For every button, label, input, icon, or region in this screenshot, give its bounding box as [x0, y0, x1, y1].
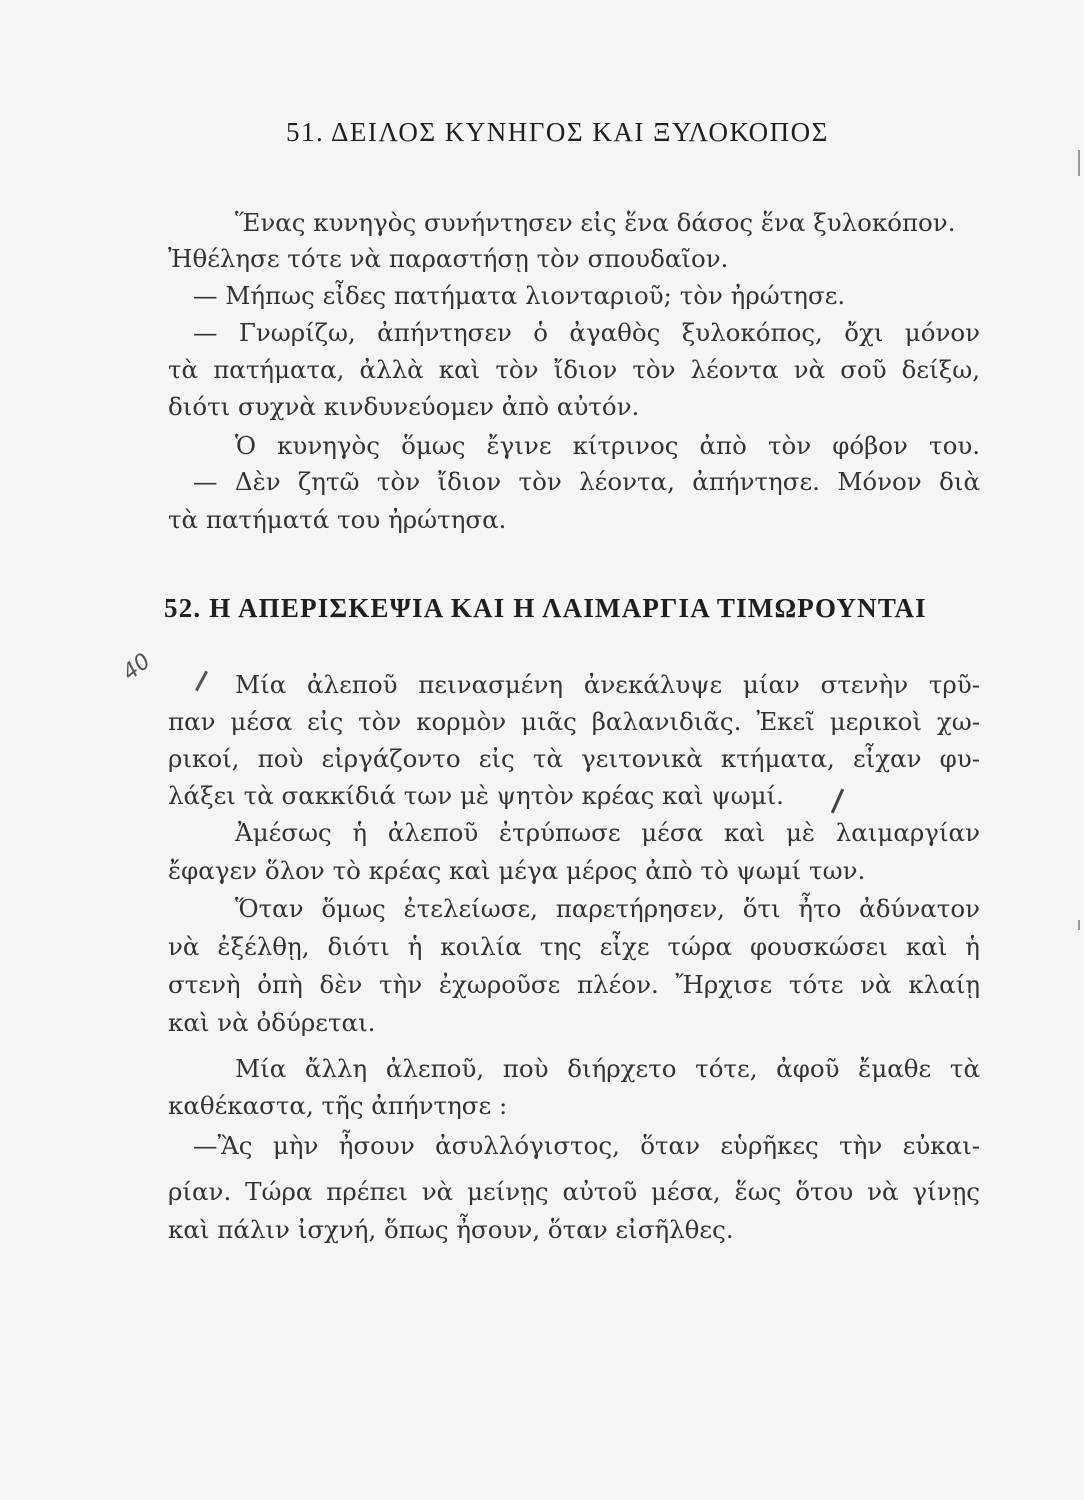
story-52-line: ἔφαγεν ὅλον τὸ κρέας καὶ μέγα μέρος ἀπὸ τὸ ψωμί των. — [168, 856, 866, 885]
story-52-line: Ὅταν ὅμως ἐτελείωσε, παρετήρησεν, ὅτι ἦτο ἀδύνατον — [235, 894, 980, 923]
story-51-line: — Γνωρίζω, ἀπήντησεν ὁ ἀγαθὸς ξυλοκόπος, ὄχι μόνον — [193, 318, 980, 347]
story-52-line: καὶ νὰ ὀδύρεται. — [168, 1008, 376, 1037]
scan-edge-mark — [1078, 150, 1080, 176]
story-51-line: τὰ πατήματα, ἀλλὰ καὶ τὸν ἴδιον τὸν λέοντα νὰ σοῦ δείξω, — [168, 355, 980, 384]
story-52-line: ρίαν. Τώρα πρέπει νὰ μείνῃς αὐτοῦ μέσα, ἕως ὅτου νὰ γίνῃς — [168, 1177, 980, 1206]
story-52-line: Ἀμέσως ἡ ἀλεποῦ ἐτρύπωσε μέσα καὶ μὲ λαιμαργίαν — [235, 818, 980, 847]
story-51-line: Ὁ κυνηγὸς ὅμως ἔγινε κίτρινος ἀπὸ τὸν φόβον του. — [235, 431, 980, 460]
story-52-line: καὶ πάλιν ἰσχνή, ὅπως ἦσουν, ὅταν εἰσῆλθες. — [168, 1215, 734, 1244]
story-52-line: Μία ἄλλη ἀλεποῦ, ποὺ διήρχετο τότε, ἀφοῦ ἔμαθε τὰ — [235, 1054, 980, 1083]
story-51-line: — Δὲν ζητῶ τὸν ἴδιον τὸν λέοντα, ἀπήντησε. Μόνον διὰ — [193, 467, 980, 496]
story-51-line: Ἠθέλησε τότε νὰ παραστήσῃ τὸν σπουδαῖον. — [168, 244, 729, 273]
story-51-title: 51. ΔΕΙΛΟΣ ΚΥΝΗΓΟΣ ΚΑΙ ΞΥΛΟΚΟΠΟΣ — [286, 117, 829, 147]
story-51-line: — Μήπως εἶδες πατήματα λιονταριοῦ; τὸν ἠρώτησε. — [193, 281, 846, 310]
story-52-line: στενὴ ὀπὴ δὲν τὴν ἐχωροῦσε πλέον. Ἤρχισε τότε νὰ κλαίῃ — [168, 970, 980, 999]
story-52-line: Μία ἀλεποῦ πεινασμένη ἀνεκάλυψε μίαν στενὴν τρῦ- — [235, 670, 980, 699]
story-52-line: καθέκαστα, τῆς ἀπήντησε : — [168, 1091, 508, 1120]
story-52-line: —Ἂς μὴν ἦσουν ἀσυλλόγιστος, ὅταν εὑρῆκες τὴν εὐκαι- — [193, 1131, 980, 1160]
story-51-line: Ἕνας κυνηγὸς συνήντησεν εἰς ἕνα δάσος ἕνα ξυλοκόπον. — [235, 208, 956, 237]
story-52-line: λάξει τὰ σακκίδιά των μὲ ψητὸν κρέας καὶ ψωμί. — [168, 781, 784, 810]
story-52-line: ρικοί, ποὺ εἰργάζοντο εἰς τὰ γειτονικὰ κτήματα, εἶχαν φυ- — [168, 744, 980, 773]
story-52-line: νὰ ἐξέλθῃ, διότι ἡ κοιλία της εἶχε τώρα φουσκώσει καὶ ἡ — [168, 932, 980, 961]
story-51-line: τὰ πατήματά του ἠρώτησα. — [168, 505, 507, 534]
pen-mark — [195, 671, 208, 692]
story-52-title: 52. Η ΑΠΕΡΙΣΚΕΨΙΑ ΚΑΙ Η ΛΑΙΜΑΡΓΙΑ ΤΙΜΩΡΟΥΝΤΑΙ — [164, 593, 927, 623]
story-52-line: παν μέσα εἰς τὸν κορμὸν μιᾶς βαλανιδιᾶς. Ἐκεῖ μερικοὶ χω- — [168, 707, 980, 736]
scan-edge-mark — [1078, 920, 1080, 930]
handwritten-page-number: 40 — [118, 648, 156, 686]
story-51-line: διότι συχνὰ κινδυνεύομεν ἀπὸ αὐτόν. — [168, 392, 640, 421]
